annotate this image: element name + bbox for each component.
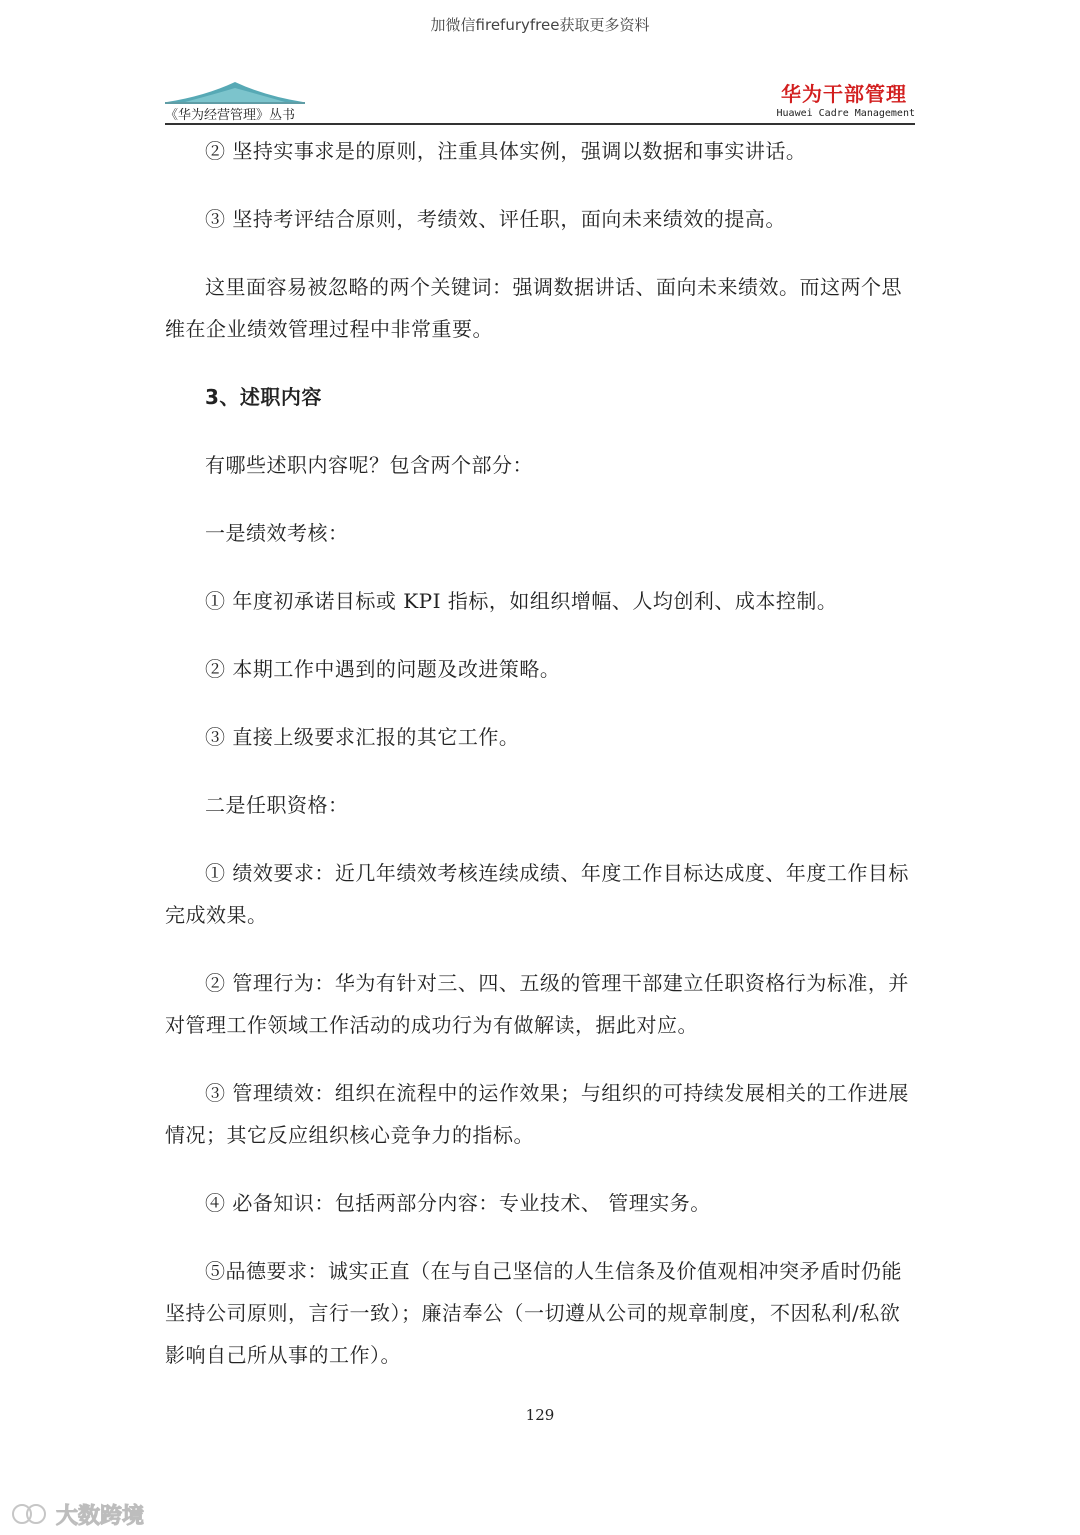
paragraph: ② 管理行为：华为有针对三、四、五级的管理干部建立任职资格行为标准，并对管理工作领域工作活动的成功行为有做解读，据此对应。: [165, 971, 909, 1037]
section-heading: 3、述职内容: [205, 385, 322, 409]
page-header: [165, 72, 915, 124]
paragraph: 一是绩效考核：: [205, 521, 349, 545]
page-number: 129: [525, 1406, 555, 1424]
paragraph: 这里面容易被忽略的两个关键词：强调数据讲话、面向未来绩效。而这两个思维在企业绩效管理过程中非常重要。: [165, 275, 902, 341]
page-body: [165, 130, 917, 1402]
paragraph: ① 绩效要求：近几年绩效考核连续成绩、年度工作目标达成度、年度工作目标完成效果。: [165, 861, 909, 927]
top-note: 加微信firefuryfree获取更多资料: [430, 16, 650, 34]
paragraph: ② 本期工作中遇到的问题及改进策略。: [205, 657, 561, 681]
paragraph: ③ 管理绩效：组织在流程中的运作效果；与组织的可持续发展相关的工作进展情况；其它反应组织核心竞争力的指标。: [165, 1081, 909, 1147]
series-title: 《华为经营管理》丛书: [165, 108, 296, 123]
paragraph: 有哪些述职内容呢？包含两个部分：: [205, 453, 533, 477]
paragraph: ① 年度初承诺目标或 KPI 指标，如组织增幅、人均创利、成本控制。: [205, 589, 838, 613]
paragraph: ④ 必备知识：包括两部分内容：专业技术、 管理实务。: [205, 1191, 711, 1215]
paragraph: ⑤品德要求：诚实正直（在与自己坚信的人生信条及价值观相冲突矛盾时仍能坚持公司原则，言行一致）；廉洁奉公（一切遵从公司的规章制度，不因私利/私欲影响自己所从事的工作）。: [165, 1259, 902, 1367]
paragraph: ③ 坚持考评结合原则，考绩效、评任职，面向未来绩效的提高。: [205, 207, 786, 231]
mountain-logo-icon: [165, 78, 305, 104]
paragraph: 二是任职资格：: [205, 793, 349, 817]
watermark-text: 大数跨境: [56, 1503, 145, 1529]
watermark: [10, 1498, 144, 1530]
watermark-logo-icon: [10, 1500, 50, 1528]
paragraph: ③ 直接上级要求汇报的其它工作。: [205, 725, 520, 749]
brand-subtitle: Huawei Cadre Management: [776, 108, 915, 119]
brand-title: 华为干部管理: [781, 82, 907, 106]
paragraph: ② 坚持实事求是的原则，注重具体实例，强调以数据和事实讲话。: [205, 139, 807, 163]
header-divider: [165, 123, 915, 125]
